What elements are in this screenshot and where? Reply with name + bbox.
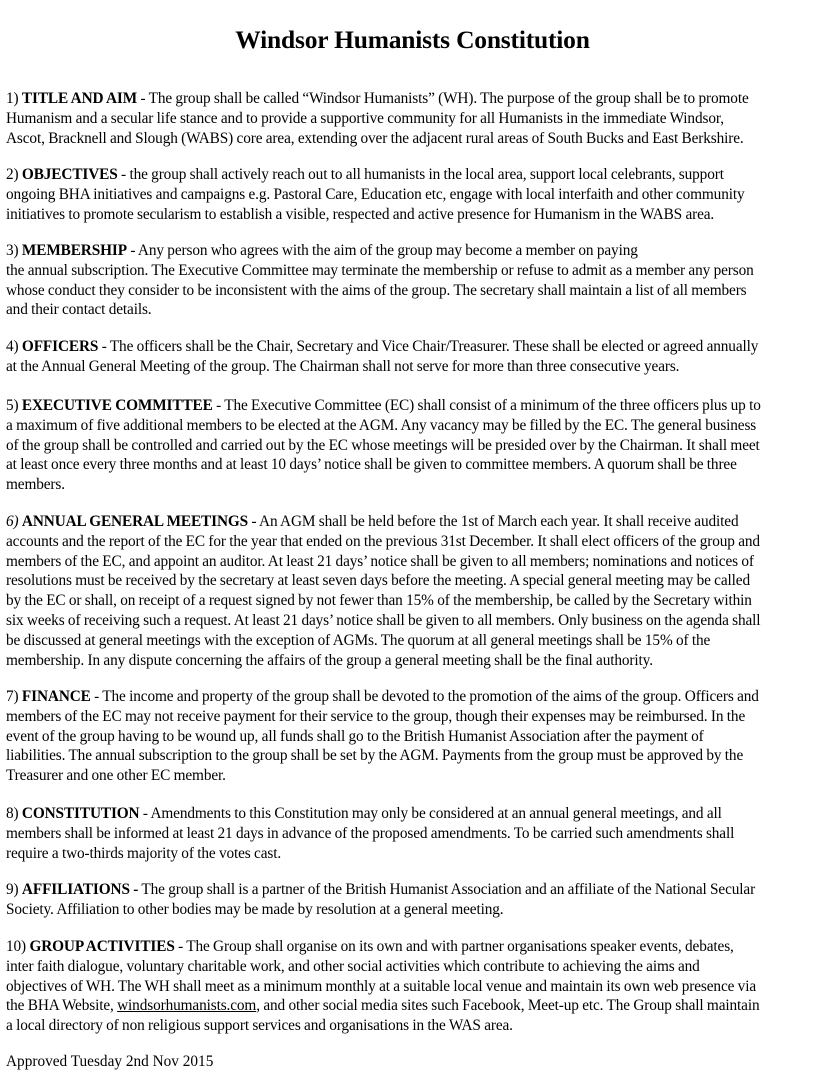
- section-text: members of the EC, and appoint an auditor. At least 21 days’ notice shall be given to all members; nominations and notices of: [6, 552, 754, 570]
- section-executive-committee: 5) EXECUTIVE COMMITTEE - The Executive Committee (EC) shall consist of a minimum of the three officers plus up to a maximum of five additional members to be elected at the AGM. Any vacancy may be filled by the EC. The general business of the group shall be controlled and carried out by the EC whose meetings will be presided over by the Chairman. It shall meet at least once every three months and at least 10 days’ notice shall be given to committee members. A quorum shall be three members.: [6, 396, 821, 495]
- section-text: members of the EC may not receive payment for their service to the group, though their expenses may be reimbursed. In the: [6, 707, 746, 725]
- section-text: the annual subscription. The Executive Committee may terminate the membership or refuse to admit as a member any person: [6, 261, 754, 279]
- website-link[interactable]: windsorhumanists.com: [117, 997, 257, 1015]
- section-number: 7): [6, 688, 19, 705]
- section-heading: MEMBERSHIP: [21, 242, 127, 259]
- section-text: liabilities. The annual subscription to the group shall be set by the AGM. Payments from the group must be approved by the: [6, 747, 744, 765]
- section-number: 8): [6, 805, 19, 822]
- section-text: The Executive Committee (EC) shall consist of a minimum of the three officers plus up to: [224, 397, 761, 414]
- section-text: accounts and the report of the EC for the year that ended on the previous 31st December. It shall elect officers of the group and: [6, 532, 760, 550]
- section-text: by the EC or shall, on receipt of a request signed by not fewer than 15% of the membership, be called by the Secretary within: [6, 592, 752, 610]
- section-text: membership. In any dispute concerning the affairs of the group a general meeting shall be the final authority.: [6, 651, 653, 669]
- approval-date: Approved Tuesday 2nd Nov 2015: [6, 1053, 214, 1070]
- section-heading: ANNUAL GENERAL MEETINGS: [21, 513, 249, 530]
- section-objectives: 2) OBJECTIVES - the group shall actively reach out to all humanists in the local area, support local celebrants, support ongoing BHA initiatives and campaigns e.g. Pastoral Care, Education etc, engage with local interfaith and other community initiatives to promote secularism to establish a visible, respected and active presence for Humanism in the WABS area.: [6, 165, 821, 224]
- section-text: require a two-thirds majority of the votes cast.: [6, 844, 282, 862]
- section-number: 2): [6, 166, 19, 183]
- section-number: 6): [6, 513, 19, 530]
- section-text: Society. Affiliation to other bodies may be made by resolution at a general meeting.: [6, 900, 504, 918]
- section-text: Ascot, Bracknell and Slough (WABS) core area, extending over the adjacent rural areas of South Bucks and East Berkshire.: [6, 129, 744, 147]
- section-heading: OFFICERS: [21, 338, 99, 355]
- section-text: inter faith dialogue, voluntary charitable work, and other social activities which contribute to achieving the aims and: [6, 957, 700, 975]
- section-heading: TITLE AND AIM: [21, 90, 138, 107]
- section-text: objectives of WH. The WH shall meet as a minimum monthly at a suitable local venue and maintain its own web presence via: [6, 977, 757, 995]
- section-text: the group shall actively reach out to all humanists in the local area, support local celebrants, support: [129, 166, 724, 183]
- section-text: event of the group having to be wound up, all funds shall go to the British Humanist Association after the payment of: [6, 727, 704, 745]
- section-officers: 4) OFFICERS - The officers shall be the Chair, Secretary and Vice Chair/Treasurer. These shall be elected or agreed annually at the Annual General Meeting of the group. The Chairman shall not serve for more than three consecutive years.: [6, 337, 821, 377]
- section-text: An AGM shall be held before the 1st of March each year. It shall receive audited: [259, 513, 739, 530]
- section-heading: EXECUTIVE COMMITTEE: [21, 397, 213, 414]
- section-heading: FINANCE: [21, 688, 91, 705]
- section-finance: 7) FINANCE - The income and property of the group shall be devoted to the promotion of the aims of the group. Officers and members of the EC may not receive payment for their service to the group, though their expenses may be reimbursed. In the event of the group having to be wound up, all funds shall go to the British Humanist Association after the payment of liabilities. The annual subscription to the group shall be set by the AGM. Payments from the group must be approved by the Treasurer and one other EC member.: [6, 687, 821, 786]
- section-text: of the group shall be controlled and carried out by the EC whose meetings will be presided over by the Chairman. It shall meet: [6, 436, 760, 454]
- section-text: be discussed at general meetings with the exception of AGMs. The quorum at all general meetings shall be 15% of the: [6, 631, 711, 649]
- section-text: members.: [6, 476, 65, 494]
- section-text: The officers shall be the Chair, Secretary and Vice Chair/Treasurer. These shall be elected or agreed annually: [109, 338, 759, 355]
- section-number: 1): [6, 90, 19, 107]
- section-number: 9): [6, 881, 19, 898]
- section-text: at the Annual General Meeting of the group. The Chairman shall not serve for more than three consecutive years.: [6, 357, 680, 375]
- section-text: The group shall is a partner of the British Humanist Association and an affiliate of the National Secular: [141, 881, 756, 898]
- section-text: resolutions must be received by the secretary at least seven days before the meeting. A special general meeting may be called: [6, 572, 750, 590]
- section-heading: GROUP ACTIVITIES: [29, 938, 175, 955]
- section-text: The Group shall organise on its own and with partner organisations speaker events, debates,: [186, 938, 734, 955]
- section-text: Humanism and a secular life stance and to provide a supportive community for all Humanists in the immediate Windsor,: [6, 109, 724, 127]
- section-group-activities: 10) GROUP ACTIVITIES - The Group shall organise on its own and with partner organisations speaker events, debates, inter faith dialogue, voluntary charitable work, and other social activities which contribute to achieving the aims and objectives of WH. The WH shall meet as a minimum monthly at a suitable local venue and maintain its own web presence via the BHA Website, windsorhumanists.com, and other social media sites such Facebook, Meet-up etc. The Group shall maintain a local directory of non religious support services and organisations in the WAS area.: [6, 937, 821, 1036]
- section-text: The income and property of the group shall be devoted to the promotion of the aims of the group. Officers and: [102, 688, 759, 705]
- section-number: 3): [6, 242, 19, 259]
- section-membership: 3) MEMBERSHIP - Any person who agrees with the aim of the group may become a member on paying the annual subscription. The Executive Committee may terminate the membership or refuse to admit as a member any person whose conduct they consider to be inconsistent with the aims of the group. The secretary shall maintain a list of all members and their contact details.: [6, 241, 821, 320]
- document-title: Windsor Humanists Constitution: [235, 25, 590, 54]
- section-text: Amendments to this Constitution may only be considered at an annual general meetings, and all: [150, 805, 722, 822]
- section-text: at least once every three months and at least 10 days’ notice shall be given to committee members. A quorum shall be three: [6, 456, 737, 474]
- section-affiliations: [6, 880, 821, 920]
- section-heading: OBJECTIVES: [21, 166, 118, 183]
- section-text: Any person who agrees with the aim of the group may become a member on paying: [137, 242, 638, 259]
- section-constitution: 8) CONSTITUTION - Amendments to this Constitution may only be considered at an annual general meetings, and all members shall be informed at least 21 days in advance of the proposed amendments. To be carried such amendments shall require a two-thirds majority of the votes cast.: [6, 804, 821, 863]
- section-number: 5): [6, 397, 19, 414]
- section-heading: CONSTITUTION: [21, 805, 140, 822]
- section-text: initiatives to promote secularism to establish a visible, respected and active presence for Humanism in the WABS area.: [6, 205, 715, 223]
- section-text: The group shall be called “Windsor Humanists” (WH). The purpose of the group shall be to promote: [148, 90, 749, 107]
- section-text: Treasurer and one other EC member.: [6, 767, 226, 785]
- section-title-and-aim: 1) TITLE AND AIM - The group shall be called “Windsor Humanists” (WH). The purpose of the group shall be to promote Humanism and a secular life stance and to provide a supportive community for all Humanists in the immediate Windsor, Ascot, Bracknell and Slough (WABS) core area, extending over the adjacent rural areas of South Bucks and East Berkshire.: [6, 89, 821, 148]
- section-text: a maximum of five additional members to be elected at the AGM. Any vacancy may be filled by the EC. The general business: [6, 416, 757, 434]
- section-heading: AFFILIATIONS -: [21, 881, 139, 898]
- section-text: and their contact details.: [6, 301, 152, 319]
- section-text: a local directory of non religious support services and organisations in the WAS area.: [6, 1017, 513, 1035]
- section-text: six weeks of receiving such a request. At least 21 days’ notice shall be given to all members. Only business on the agenda shall: [6, 611, 761, 629]
- section-text: ongoing BHA initiatives and campaigns e.g. Pastoral Care, Education etc, engage with local interfaith and other community: [6, 185, 745, 203]
- section-text: whose conduct they consider to be inconsistent with the aims of the group. The secretary shall maintain a list of all members: [6, 281, 747, 299]
- section-annual-general-meetings: 6) ANNUAL GENERAL MEETINGS - An AGM shall be held before the 1st of March each year. It shall receive audited accounts and the report of the EC for the year that ended on the previous 31st December. It shall elect officers of the group and members of the EC, and appoint an auditor. At least 21 days’ notice shall be given to all members; nominations and notices of resolutions must be received by the secretary at least seven days before the meeting. A special general meeting may be called by the EC or shall, on receipt of a request signed by not fewer than 15% of the membership, be called by the Secretary within six weeks of receiving such a request. At least 21 days’ notice shall be given to all members. Only business on the agenda shall be discussed at general meetings with the exception of AGMs. The quorum at all general meetings shall be 15% of the membership. In any dispute concerning the affairs of the group a general meeting shall be the final authority.: [6, 512, 821, 670]
- section-number: 10): [6, 938, 27, 955]
- section-number: 4): [6, 338, 19, 355]
- section-text: members shall be informed at least 21 days in advance of the proposed amendments. To be carried such amendments shall: [6, 824, 735, 842]
